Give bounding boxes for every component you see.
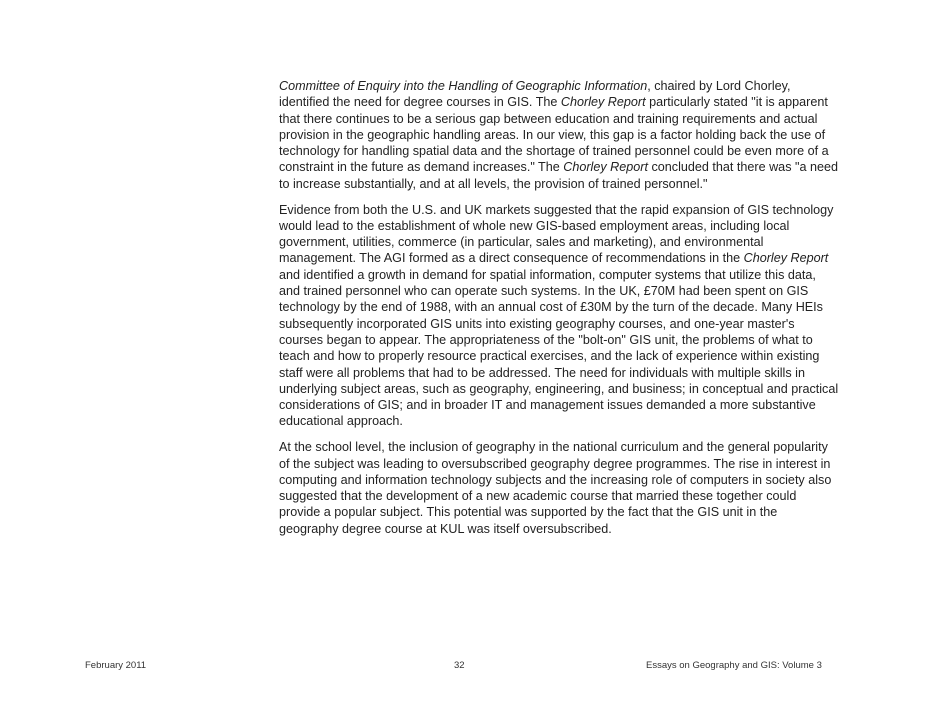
paragraph-3	[279, 439, 839, 537]
paragraph-2	[279, 202, 839, 430]
text-run: particularly stated "it is apparent that there continues to be a serious gap between education and training requirements and actual provision in the geographic handling areas. In our view, this gap is a factor holding back the use of technology for handling spatial data and the shortage of trained personnel could be even more of a constraint in the future as demand increases." The	[279, 95, 829, 175]
text-run: , chaired by Lord Chorley, identified the need for degree courses in GIS. The	[279, 79, 791, 110]
italic-title: Chorley Report	[743, 251, 829, 266]
italic-title: Committee of Enquiry into the Handling of Geographic Information	[279, 79, 648, 93]
footer-page-number: 32	[454, 660, 465, 671]
text-run: At the school level, the inclusion of geography in the national curriculum and the general popularity of the subject was leading to oversubscribed geography degree programmes. The rise in interest in computing and information technology subjects and the increasing role of computers in society also suggested that the development of a new academic course that married these together could provide a popular subject. This potential was supported by the fact that the GIS unit in the geography degree course at KUL was itself oversubscribed.	[279, 440, 832, 536]
paragraph-1	[279, 78, 839, 192]
text-run: Evidence from both the U.S. and UK markets suggested that the rapid expansion of GIS technology would lead to the establishment of whole new GIS-based employment areas, including local government, utilities, commerce (in particular, sales and marketing), and environmental management. The AGI formed as a direct consequence of recommendations in the	[279, 202, 834, 266]
text-run: concluded that there was "a need to increase substantially, and at all levels, the provision of trained personnel."	[279, 160, 838, 191]
italic-title: Chorley Report	[563, 160, 648, 175]
body-text	[279, 78, 839, 547]
footer-date: February 2011	[85, 660, 147, 671]
footer-publication-title: Essays on Geography and GIS: Volume 3	[646, 660, 822, 671]
italic-title: Chorley Report	[560, 95, 646, 110]
text-run: and identified a growth in demand for spatial information, computer systems that utilize this data, and trained personnel who can operate such systems. In the UK, £70M had been spent on GIS technology by the end of 1988, with an annual cost of £30M by the turn of the decade. Many HEIs subsequently incorporated GIS units into existing geography courses, and one-year master's courses began to appear. The appropriateness of the "bolt-on" GIS unit, the problems of what to teach and how to properly resource practical exercises, and the lack of experience within existing staff were all problems that had to be addressed. The need for individuals with multiple skills in underlying subject areas, such as geography, engineering, and business; in conceptual and practical considerations of GIS; and in broader IT and management issues demanded a more substantive educational approach.	[279, 267, 839, 429]
